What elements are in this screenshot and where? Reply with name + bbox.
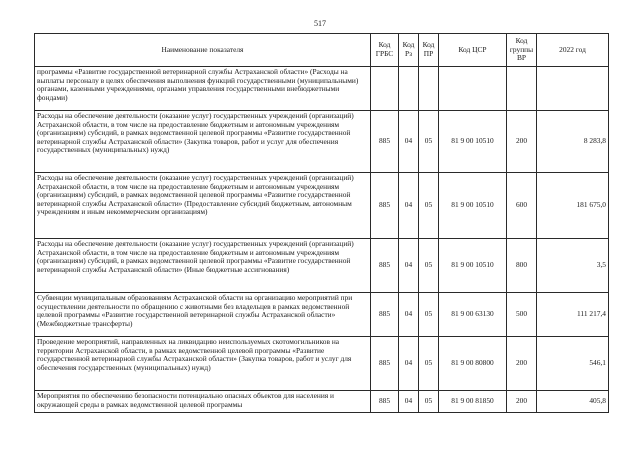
budget-table	[34, 33, 609, 413]
row-name: Расходы на обеспечение деятельности (оказание услуг) государственных учреждений (организаций) Астраханской области, в том числе на предоставление бюджетным и автономным учреждениям (организациям) субсидий, в рамках ведомственной целевой программы «Развитие государственной ветеринарной службы Астраханской области» (Предоставление субсидий бюджетным, автономным учреждениям и иным некоммерческим организациям)	[35, 173, 371, 239]
row-name: Расходы на обеспечение деятельности (оказание услуг) государственных учреждений (организаций) Астраханской области, в том числе на предоставление бюджетным и автономным учреждениям (организациям) субсидий, в рамках ведомственной целевой программы «Развитие государственной ветеринарной службы Астраханской области» (Закупка товаров, работ и услуг для обеспечения государственных (муниципальных) нужд)	[35, 111, 371, 173]
row-rz: 04	[399, 111, 419, 173]
row-rz: 04	[399, 173, 419, 239]
header-rz: Код Рз	[399, 34, 419, 67]
row-rz: 04	[399, 239, 419, 293]
row-pr	[419, 67, 439, 111]
header-year: 2022 год	[537, 34, 609, 67]
table-row	[35, 173, 609, 239]
row-name: Субвенции муниципальным образованиям Астраханской области на организацию мероприятий при осуществлении деятельности по обращению с животными без владельцев в рамках ведомственной целевой программы «Развитие государственной ветеринарной службы Астраханской области» (Межбюджетные трансферты)	[35, 293, 371, 337]
row-rz: 04	[399, 391, 419, 413]
row-grbs: 885	[371, 239, 399, 293]
row-rz: 04	[399, 337, 419, 391]
row-vr: 200	[507, 111, 537, 173]
row-grbs: 885	[371, 173, 399, 239]
row-amount: 111 217,4	[537, 293, 609, 337]
header-grbs: Код ГРБС	[371, 34, 399, 67]
header-vr: Код группы ВР	[507, 34, 537, 67]
row-name: Мероприятия по обеспечению безопасности потенциально опасных объектов для населения и окружающей среды в рамках ведомственной целевой программы	[35, 391, 371, 413]
row-csr: 81 9 00 10510	[439, 111, 507, 173]
table-row	[35, 391, 609, 413]
row-name: Проведение мероприятий, направленных на ликвидацию неиспользуемых скотомогильников на территории Астраханской области, в рамках ведомственной целевой программы «Развитие государственной ветеринарной службы Астраханской области» (Закупка товаров, работ и услуг для обеспечения государственных (муниципальных) нужд)	[35, 337, 371, 391]
row-amount: 405,8	[537, 391, 609, 413]
row-amount: 8 283,8	[537, 111, 609, 173]
header-csr: Код ЦСР	[439, 34, 507, 67]
row-vr: 800	[507, 239, 537, 293]
page-number: 517	[314, 19, 326, 28]
row-amount: 546,1	[537, 337, 609, 391]
table-row	[35, 337, 609, 391]
row-csr: 81 9 00 81850	[439, 391, 507, 413]
row-amount: 3,5	[537, 239, 609, 293]
row-csr: 81 9 00 80800	[439, 337, 507, 391]
row-grbs: 885	[371, 293, 399, 337]
header-pr: Код ПР	[419, 34, 439, 67]
row-name: программы «Развитие государственной ветеринарной службы Астраханской области» (Расходы на выплаты персоналу в целях обеспечения выполнения функций государственными (муниципальными) органами, казенными учреждениями, органами управления государственными внебюджетными фондами)	[35, 67, 371, 111]
row-csr: 81 9 00 10510	[439, 173, 507, 239]
row-grbs: 885	[371, 111, 399, 173]
header-name: Наименование показателя	[35, 34, 371, 67]
row-vr	[507, 67, 537, 111]
row-csr	[439, 67, 507, 111]
table-row	[35, 239, 609, 293]
row-csr: 81 9 00 10510	[439, 239, 507, 293]
row-pr: 05	[419, 391, 439, 413]
table-row	[35, 111, 609, 173]
row-pr: 05	[419, 111, 439, 173]
table-row	[35, 67, 609, 111]
row-amount	[537, 67, 609, 111]
row-rz: 04	[399, 293, 419, 337]
row-pr: 05	[419, 173, 439, 239]
row-vr: 200	[507, 337, 537, 391]
row-name: Расходы на обеспечение деятельности (оказание услуг) государственных учреждений (организаций) Астраханской области, в том числе на предоставление бюджетным и автономным учреждениям (организациям) субсидий, в рамках ведомственной целевой программы «Развитие государственной ветеринарной службы Астраханской области» (Иные бюджетные ассигнования)	[35, 239, 371, 293]
row-vr: 200	[507, 391, 537, 413]
row-vr: 600	[507, 173, 537, 239]
table-row	[35, 293, 609, 337]
row-grbs: 885	[371, 391, 399, 413]
table-header-row	[35, 34, 609, 67]
row-pr: 05	[419, 293, 439, 337]
row-amount: 181 675,0	[537, 173, 609, 239]
row-vr: 500	[507, 293, 537, 337]
row-rz	[399, 67, 419, 111]
row-grbs: 885	[371, 337, 399, 391]
row-pr: 05	[419, 337, 439, 391]
row-grbs	[371, 67, 399, 111]
row-pr: 05	[419, 239, 439, 293]
row-csr: 81 9 00 63130	[439, 293, 507, 337]
